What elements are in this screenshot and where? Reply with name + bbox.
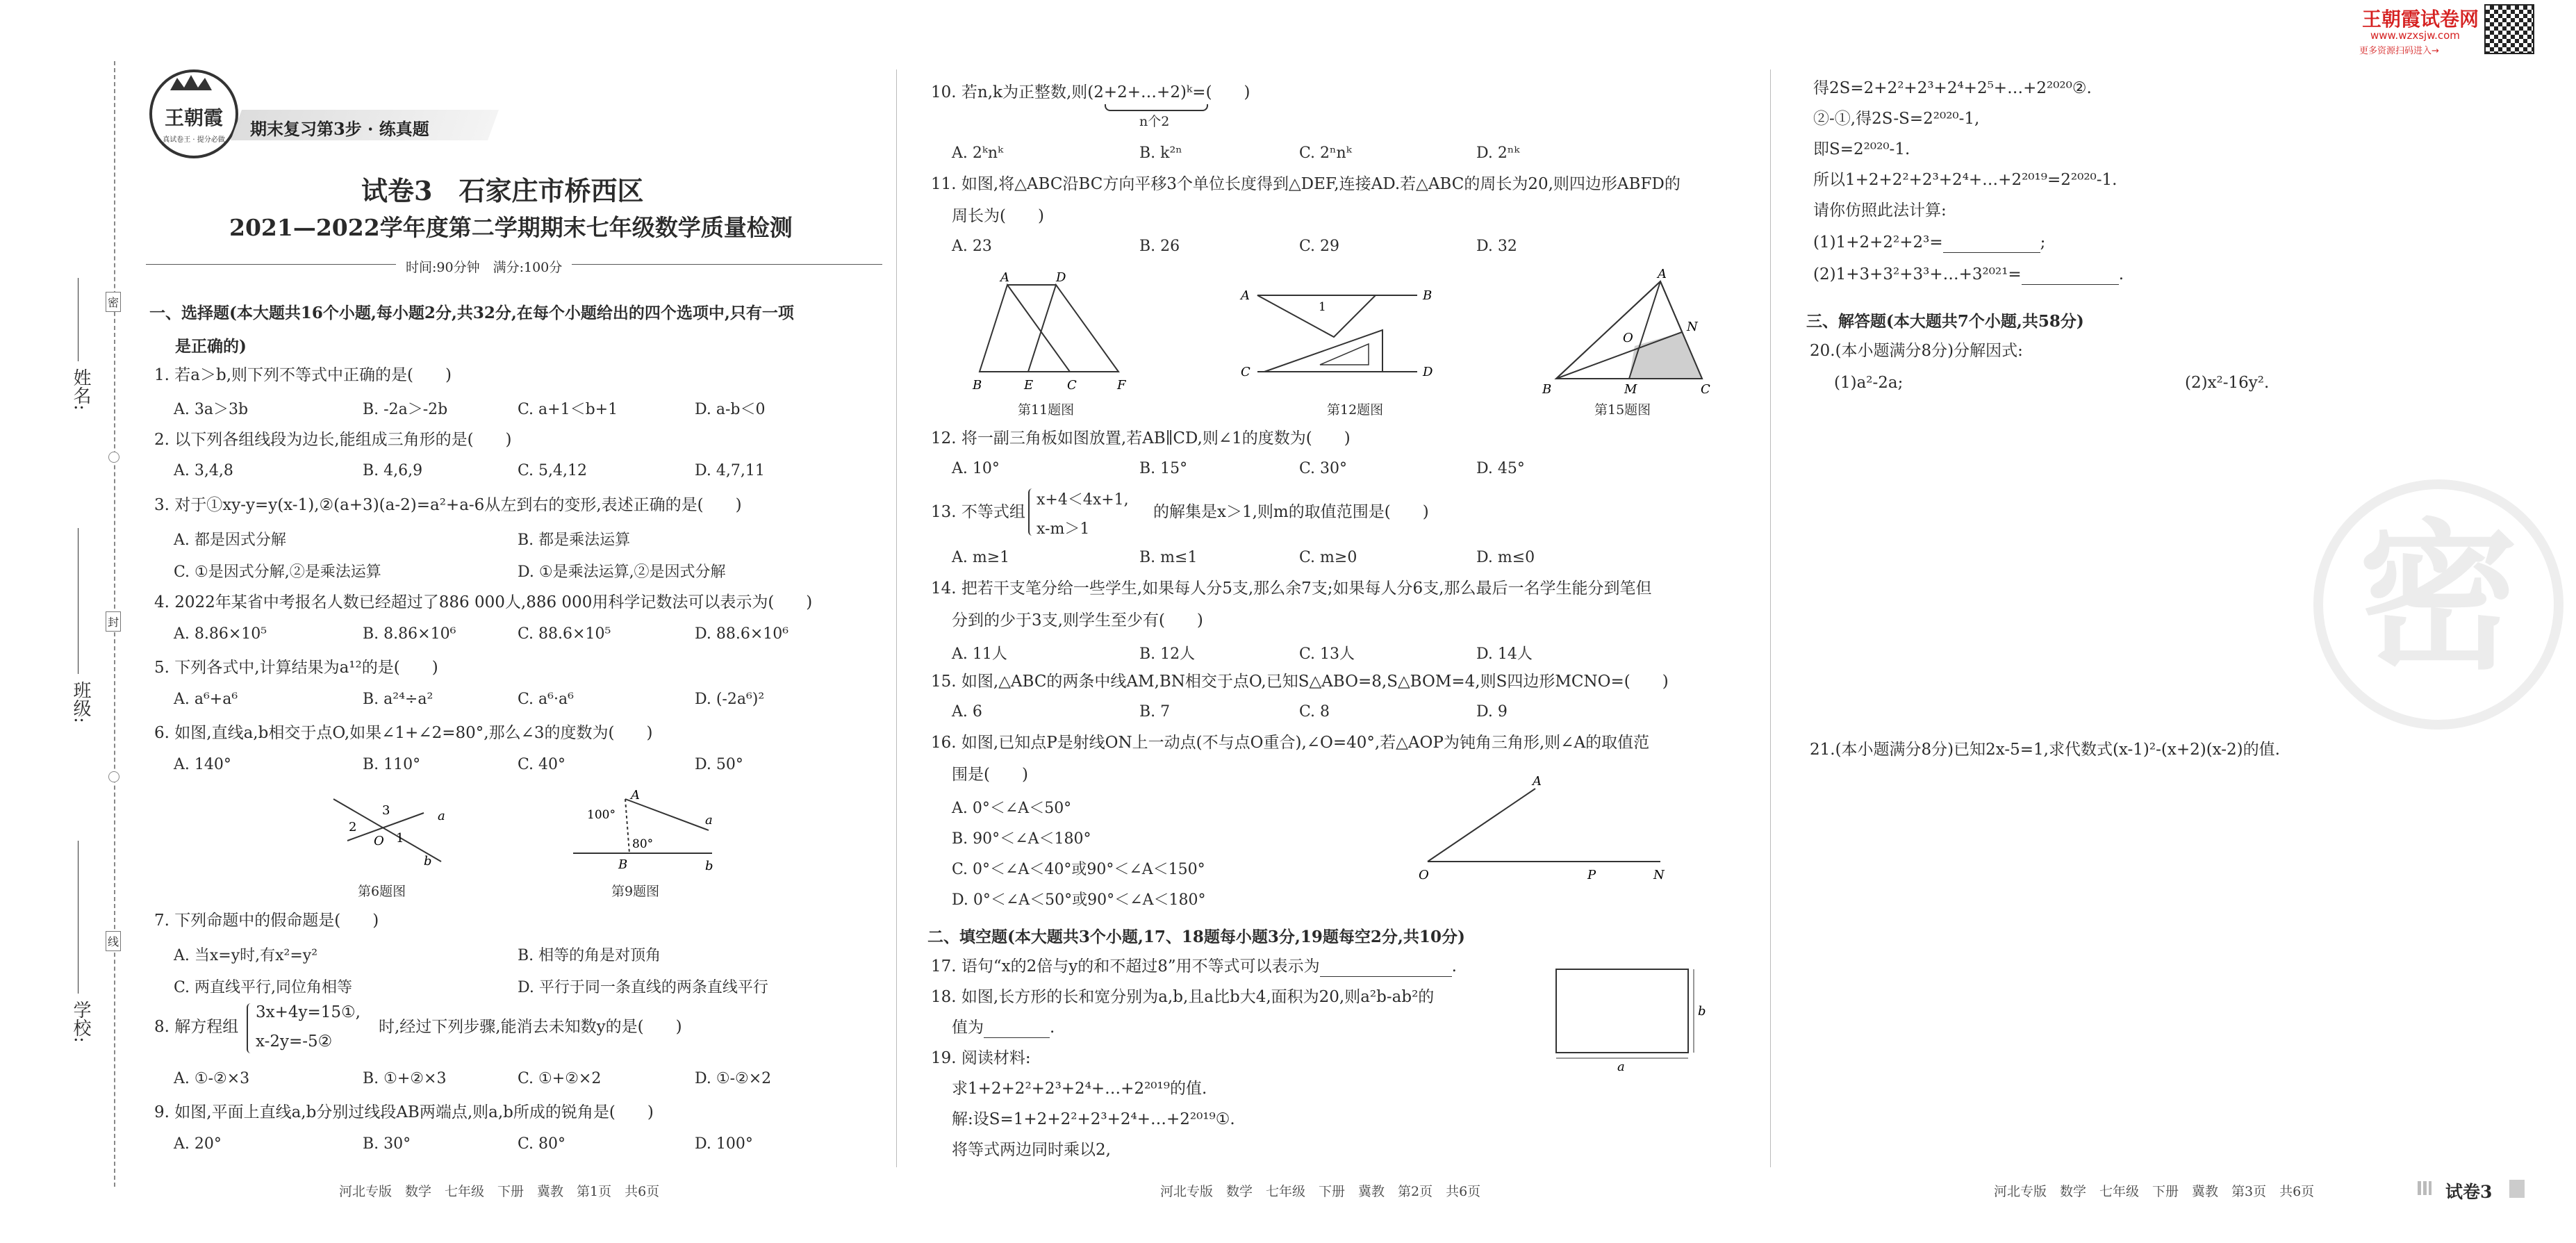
q10-option-c[interactable]: C. 2ⁿnᵏ (1299, 145, 1352, 162)
fig6-label: O (374, 834, 384, 848)
q17-stem: 17. 语句“x的2倍与y的和不超过8”用不等式可以表示为 . (931, 957, 1457, 976)
q14-option-a[interactable]: A. 11人 (952, 645, 1007, 663)
fig6-label: a (438, 809, 445, 823)
q16-option-d[interactable]: D. 0°＜∠A＜50°或90°＜∠A＜180° (952, 891, 1206, 909)
q19-sub-2: (2)1+3+3²+3³+…+3²⁰²¹= . (1813, 265, 2124, 283)
fig16-label: N (1653, 868, 1665, 882)
q11-option-a[interactable]: A. 23 (952, 238, 992, 255)
name-line (78, 278, 79, 361)
q1-stem: 1. 若a＞b,则下列不等式中正确的是( ) (154, 366, 452, 384)
site-name: 王朝霞试卷网 (2362, 8, 2479, 31)
footer-page-2: 河北专版 数学 七年级 下册 冀教 第2页 共6页 (1160, 1184, 1481, 1199)
fig9-label: b (705, 859, 713, 873)
fig16-label: O (1419, 868, 1429, 882)
q3-option-b[interactable]: B. 都是乘法运算 (518, 532, 631, 549)
q8-stem-cont: 时,经过下列步骤,能消去未知数y的是( ) (379, 1018, 682, 1036)
q12-option-b[interactable]: B. 15° (1139, 460, 1188, 477)
fig16-label: A (1533, 774, 1542, 789)
q14-stem-cont: 分到的少于3支,则学生至少有( ) (952, 611, 1203, 629)
q18-answer-blank[interactable] (984, 1023, 1050, 1038)
fig12-label: B (1423, 288, 1433, 303)
logo-subtext: 真试卷王 · 提分必做 (163, 136, 225, 144)
q14-stem: 14. 把若干支笔分给一些学生,如果每人分5支,那么余7支;如果每人分6支,那么最后一名学生能分到笔但 (931, 579, 1652, 598)
q9-option-b[interactable]: B. 30° (363, 1135, 411, 1153)
q19-1-answer-blank[interactable] (1943, 238, 2040, 253)
name-label: 姓名: (70, 368, 91, 411)
section2-title: 二、填空题(本大题共3个小题,17、18题每小题3分,19题每空2分,共10分) (927, 928, 1465, 946)
fig11-label: B (973, 378, 982, 393)
figure-15-caption: 第15题图 (1594, 402, 1651, 418)
q18-stem: 18. 如图,长方形的长和宽分别为a,b,且a比b大4,面积为20,则a²b-ab²的 (931, 988, 1435, 1006)
q15-option-b[interactable]: B. 7 (1139, 703, 1171, 721)
logo-text: 王朝霞 (164, 106, 223, 129)
q13-option-c[interactable]: C. m≥0 (1299, 549, 1357, 566)
q4-option-a[interactable]: A. 8.86×10⁵ (174, 625, 267, 643)
q3-stem: 3. 对于①xy-y=y(x-1),②(a+3)(a-2)=a²+a-6从左到右的变形,表述正确的是( ) (154, 496, 742, 514)
q7-option-a[interactable]: A. 当x=y时,有x²=y² (174, 947, 318, 964)
figure-16 (1410, 771, 1674, 882)
q19-reading-5: ②-①,得2S-S=2²⁰²⁰-1, (1813, 110, 1980, 128)
fig9-label: B (618, 857, 628, 872)
section1-title: 一、选择题(本大题共16个小题,每小题2分,共32分,在每个小题给出的四个选项中,只有一项 (149, 304, 794, 322)
figure-11-caption: 第11题图 (1018, 402, 1075, 418)
q13-option-a[interactable]: A. m≥1 (952, 549, 1010, 566)
site-url: www.wzxsjw.com (2370, 29, 2460, 42)
q13-inequality-1: x+4＜4x+1, (1037, 491, 1129, 509)
q1-option-c[interactable]: C. a+1＜b+1 (518, 401, 618, 418)
q10-option-a[interactable]: A. 2ᵏnᵏ (952, 145, 1004, 162)
q20-part-2: (2)x²-16y². (2185, 374, 2270, 392)
q10-underbrace (1105, 104, 1208, 111)
q15-option-a[interactable]: A. 6 (952, 703, 982, 721)
q7-option-b[interactable]: B. 相等的角是对顶角 (518, 947, 661, 964)
q6-option-c[interactable]: C. 40° (518, 756, 566, 773)
q19-reading-8: 请你仿照此法计算: (1813, 201, 1947, 220)
figure-12-caption: 第12题图 (1327, 402, 1384, 418)
q13-brace (1028, 488, 1035, 536)
seal-mark-3: 线 (106, 931, 121, 951)
q12-option-d[interactable]: D. 45° (1476, 460, 1525, 477)
footer-page-1: 河北专版 数学 七年级 下册 冀教 第1页 共6页 (339, 1184, 660, 1199)
q19-reading-4: 得2S=2+2²+2³+2⁴+2⁵+…+2²⁰²⁰②. (1813, 79, 2092, 97)
hole-marker (108, 452, 119, 463)
q2-option-b[interactable]: B. 4,6,9 (363, 462, 423, 479)
hole-marker (108, 771, 119, 782)
q11-option-b[interactable]: B. 26 (1139, 238, 1180, 255)
figure-9 (563, 785, 723, 875)
fig11-label: C (1067, 378, 1077, 393)
q16-option-a[interactable]: A. 0°＜∠A＜50° (952, 800, 1072, 817)
q8-equation-2: x-2y=-5② (256, 1032, 333, 1051)
seal-mark-2: 封 (106, 611, 121, 632)
q8-stem: 8. 解方程组 (154, 1018, 239, 1036)
q11-stem: 11. 如图,将△ABC沿BC方向平移3个单位长度得到△DEF,连接AD.若△ABC的周长为20,则四边形ABFD的 (931, 175, 1681, 193)
q16-option-b[interactable]: B. 90°＜∠A＜180° (952, 830, 1091, 848)
q15-option-c[interactable]: C. 8 (1299, 703, 1330, 721)
qr-code-icon (2484, 4, 2534, 54)
q2-option-c[interactable]: C. 5,4,12 (518, 462, 588, 479)
fig15-label: A (1658, 267, 1667, 281)
q13-inequality-2: x-m＞1 (1037, 520, 1090, 538)
q6-option-a[interactable]: A. 140° (174, 756, 231, 773)
q17-answer-blank[interactable] (1320, 962, 1452, 977)
q19-reading-1: 求1+2+2²+2³+2⁴+…+2²⁰¹⁹的值. (952, 1080, 1207, 1098)
fig18-label: b (1698, 1004, 1706, 1019)
q13-option-d[interactable]: D. m≤0 (1476, 549, 1535, 566)
q2-stem: 2. 以下列各组线段为边长,能组成三角形的是( ) (154, 431, 512, 449)
q19-reading-7: 所以1+2+2²+2³+2⁴+…+2²⁰¹⁹=2²⁰²⁰-1. (1813, 171, 2117, 189)
q5-option-b[interactable]: B. a²⁴÷a² (363, 691, 434, 708)
brand-logo (149, 69, 238, 158)
q7-stem: 7. 下列命题中的假命题是( ) (154, 912, 379, 930)
q7-option-d[interactable]: D. 平行于同一条直线的两条直线平行 (518, 979, 768, 996)
q19-reading-6: 即S=2²⁰²⁰-1. (1813, 140, 1910, 158)
paper-title: 试卷3 石家庄市桥西区 (361, 175, 644, 206)
q4-option-c[interactable]: C. 88.6×10⁵ (518, 625, 611, 643)
q19-reading-2: 解:设S=1+2+2²+2³+2⁴+…+2²⁰¹⁹①. (952, 1110, 1235, 1128)
q8-brace (247, 1003, 254, 1053)
q10-stem: 10. 若n,k为正整数,则(2+2+…+2)ᵏ=( ) (931, 83, 1250, 101)
class-label: 班级: (70, 681, 91, 723)
q19-stem: 19. 阅读材料: (931, 1049, 1031, 1067)
section3-title: 三、解答题(本大题共7个小题,共58分) (1806, 312, 2084, 331)
q15-option-d[interactable]: D. 9 (1476, 703, 1508, 721)
q1-option-a[interactable]: A. 3a＞3b (174, 401, 249, 418)
exam-meta: 时间:90分钟 满分:100分 (396, 257, 572, 276)
school-line (78, 841, 79, 994)
q18-stem-cont: 值为 . (952, 1019, 1055, 1037)
fig11-label: F (1117, 378, 1126, 393)
q9-option-d[interactable]: D. 100° (695, 1135, 753, 1153)
fig12-label: D (1423, 365, 1433, 379)
figure-12 (1237, 274, 1445, 393)
q11-option-d[interactable]: D. 32 (1476, 238, 1517, 255)
fig11-label: D (1056, 270, 1066, 285)
q13-stem-cont: 的解集是x＞1,则m的取值范围是( ) (1153, 503, 1429, 521)
seal-mark-1: 密 (106, 292, 121, 312)
fig11-label: A (1000, 270, 1009, 285)
q3-option-a[interactable]: A. 都是因式分解 (174, 532, 286, 549)
q15-stem: 15. 如图,△ABC的两条中线AM,BN相交于点O,已知S△ABO=8,S△BOM=4,则S四边形MCNO=( ) (931, 673, 1669, 691)
q10-brace-label: n个2 (1139, 114, 1170, 129)
q2-option-a[interactable]: A. 3,4,8 (174, 462, 233, 479)
q16-stem-cont: 围是( ) (952, 766, 1028, 784)
q5-option-d[interactable]: D. (-2a⁶)² (695, 691, 765, 708)
q12-stem: 12. 将一副三角板如图放置,若AB∥CD,则∠1的度数为( ) (931, 429, 1351, 447)
column-divider (896, 69, 897, 1167)
q14-option-d[interactable]: D. 14人 (1476, 645, 1533, 663)
q8-option-d[interactable]: D. ①-②×2 (695, 1070, 772, 1087)
fig18-label: a (1617, 1060, 1625, 1073)
fig15-label: C (1701, 382, 1710, 396)
fig12-label: A (1241, 288, 1250, 303)
section1-title-cont: 是正确的) (175, 337, 247, 356)
q2-option-d[interactable]: D. 4,7,11 (695, 462, 765, 479)
q4-option-b[interactable]: B. 8.86×10⁶ (363, 625, 456, 643)
q11-stem-cont: 周长为( ) (952, 207, 1044, 225)
q8-option-b[interactable]: B. ①+②×3 (363, 1070, 447, 1087)
q12-option-c[interactable]: C. 30° (1299, 460, 1348, 477)
q5-option-a[interactable]: A. a⁶+a⁶ (174, 691, 238, 708)
fig12-label: 1 (1319, 300, 1326, 314)
q5-option-c[interactable]: C. a⁶·a⁶ (518, 691, 574, 708)
fig9-label: A (631, 788, 640, 802)
fig6-label: b (424, 854, 432, 869)
q21-stem: 21.(本小题满分8分)已知2x-5=1,求代数式(x-1)²-(x+2)(x-2)的值. (1810, 741, 2280, 759)
q9-stem: 9. 如图,平面上直线a,b分别过线段AB两端点,则a,b所成的锐角是( ) (154, 1103, 654, 1121)
q8-option-a[interactable]: A. ①-②×3 (174, 1070, 250, 1087)
fig16-label: P (1587, 868, 1596, 882)
fig15-label: O (1623, 331, 1633, 345)
q12-option-a[interactable]: A. 10° (952, 460, 1000, 477)
figure-9-caption: 第9题图 (611, 884, 660, 899)
q19-2-answer-blank[interactable] (2022, 270, 2119, 285)
figure-6-caption: 第6题图 (358, 884, 406, 899)
q19-sub-1: (1)1+2+2²+2³= ; (1813, 233, 2046, 252)
fig9-label: a (705, 813, 713, 828)
q3-option-d[interactable]: D. ①是乘法运算,②是因式分解 (518, 563, 726, 581)
fig6-label: 2 (349, 820, 357, 834)
watermark-char: 密 (2358, 504, 2518, 691)
q7-option-c[interactable]: C. 两直线平行,同位角相等 (174, 979, 353, 996)
fig9-label: 100° (587, 808, 616, 822)
school-label: 学校: (70, 1001, 91, 1043)
q10-option-d[interactable]: D. 2ⁿᵏ (1476, 145, 1520, 162)
q4-option-d[interactable]: D. 88.6×10⁶ (695, 625, 789, 643)
q1-option-b[interactable]: B. -2a＞-2b (363, 401, 448, 418)
figure-6 (320, 785, 459, 875)
footer-page-3: 河北专版 数学 七年级 下册 冀教 第3页 共6页 (1994, 1184, 2315, 1199)
footer-tag-bar (2418, 1181, 2431, 1195)
q9-option-a[interactable]: A. 20° (174, 1135, 222, 1153)
q16-option-c[interactable]: C. 0°＜∠A＜40°或90°＜∠A＜150° (952, 861, 1205, 878)
fig11-label: E (1024, 378, 1034, 393)
site-tip: 更多资源扫码进入→ (2359, 46, 2439, 56)
q4-stem: 4. 2022年某省中考报名人数已经超过了886 000人,886 000用科学记数法可以表示为( ) (154, 593, 813, 611)
q6-option-b[interactable]: B. 110° (363, 756, 421, 773)
q11-option-c[interactable]: C. 29 (1299, 238, 1340, 255)
q10-option-b[interactable]: B. k²ⁿ (1139, 145, 1182, 162)
figure-11 (966, 267, 1139, 396)
q20-stem: 20.(本小题满分8分)分解因式: (1810, 342, 2023, 360)
fig12-label: C (1241, 365, 1250, 379)
footer-tag: 试卷3 (2445, 1182, 2493, 1202)
q13-option-b[interactable]: B. m≤1 (1139, 549, 1198, 566)
fig9-label: 80° (632, 837, 654, 851)
q13-stem: 13. 不等式组 (931, 503, 1025, 521)
column-divider (1770, 69, 1771, 1167)
q8-option-c[interactable]: C. ①+②×2 (518, 1070, 602, 1087)
figure-15 (1535, 264, 1716, 396)
q3-option-c[interactable]: C. ①是因式分解,②是乘法运算 (174, 563, 381, 581)
q14-option-c[interactable]: C. 13人 (1299, 645, 1355, 663)
fig15-label: B (1542, 382, 1552, 396)
banner-text: 期末复习第3步 · 练真题 (250, 119, 429, 139)
q8-equation-1: 3x+4y=15①, (256, 1003, 361, 1021)
q19-reading-3: 将等式两边同时乘以2, (952, 1141, 1111, 1159)
class-line (78, 528, 79, 674)
q14-option-b[interactable]: B. 12人 (1139, 645, 1196, 663)
q20-part-1: (1)a²-2a; (1834, 374, 1904, 392)
footer-tag-block (2509, 1180, 2525, 1198)
q6-stem: 6. 如图,直线a,b相交于点O,如果∠1+∠2=80°,那么∠3的度数为( ) (154, 724, 653, 742)
q5-stem: 5. 下列各式中,计算结果为a¹²的是( ) (154, 659, 438, 677)
fig6-label: 1 (396, 831, 404, 846)
figure-18 (1549, 962, 1709, 1073)
q1-option-d[interactable]: D. a-b＜0 (695, 401, 766, 418)
fig15-label: N (1687, 320, 1698, 334)
q6-option-d[interactable]: D. 50° (695, 756, 743, 773)
paper-subtitle: 2021—2022学年度第二学期期末七年级数学质量检测 (229, 214, 793, 241)
q16-stem: 16. 如图,已知点P是射线ON上一动点(不与点O重合),∠O=40°,若△AOP为钝角三角形,则∠A的取值范 (931, 734, 1650, 752)
fig15-label: M (1624, 382, 1637, 396)
q9-option-c[interactable]: C. 80° (518, 1135, 566, 1153)
fig6-label: 3 (382, 803, 390, 818)
